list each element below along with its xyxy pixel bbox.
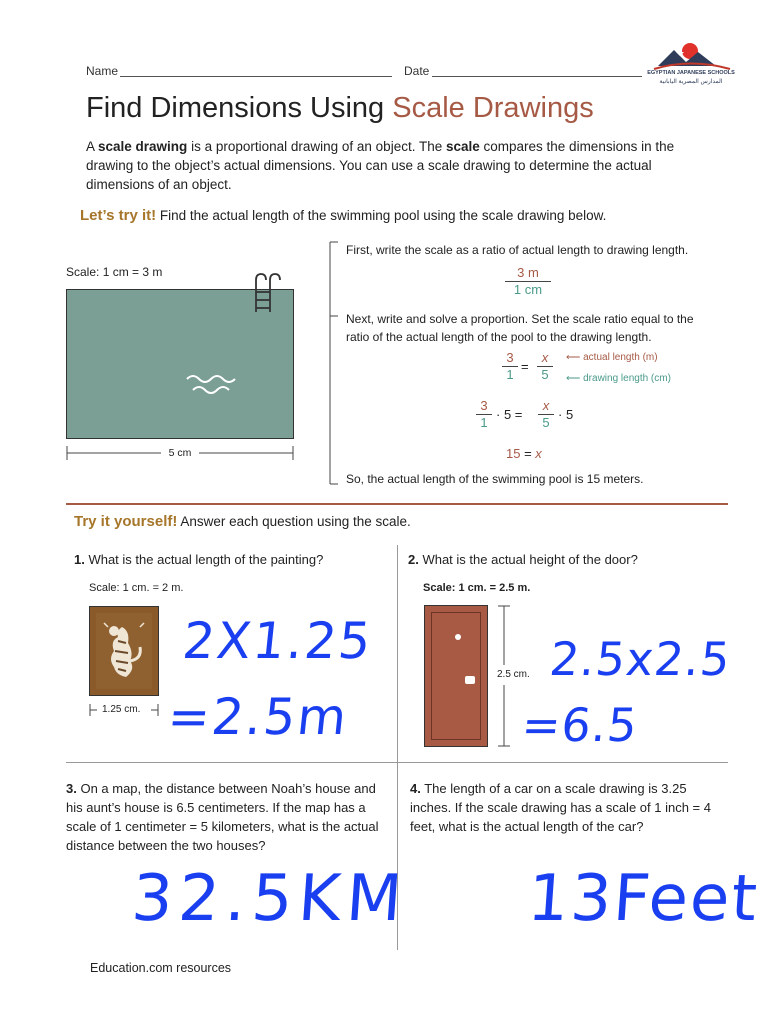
- q4-handwritten-answer: 13Feet: [525, 862, 762, 936]
- q2-handwritten-answer: =6.5: [519, 698, 641, 752]
- q2-handwritten-work: 2.5x2.5: [547, 632, 734, 686]
- name-label: Name: [86, 64, 119, 78]
- name-line[interactable]: [120, 76, 392, 77]
- q1-handwritten-work: 2X1.25: [179, 612, 376, 670]
- q3-handwritten-answer: 32.5KM: [129, 862, 411, 936]
- conclusion-text: So, the actual length of the swimming pool is 15 meters.: [346, 472, 644, 486]
- proportion-equals: =: [521, 359, 529, 374]
- question-3-text: 3. On a map, the distance between Noah’s house and his aunt’s house is 6.5 centimeters. If the map has a scale of 1 centimeter = 5 kilometers, what is the actual distance between the two houses?: [66, 781, 379, 853]
- multiply-right-op: · 5: [558, 407, 574, 422]
- door-handle-icon: [465, 676, 475, 684]
- painting-frame: [89, 606, 159, 696]
- multiply-right-fraction: $\frac{x}{5}$: [538, 398, 554, 431]
- tiger-painting-icon: [100, 617, 148, 685]
- multiply-left-fraction: $\frac{3}{1}$: [476, 398, 492, 431]
- question-4-text: 4. The length of a car on a scale drawing is 3.25 inches. If the scale drawing has a scale of 1 inch = 4 feet, what is the actual length of the car?: [410, 781, 711, 834]
- footer-credit: Education.com resources: [90, 961, 232, 975]
- school-logo: [646, 38, 736, 90]
- intro-paragraph: A scale drawing is a proportional drawing of an object. The scale compares the dimensions in the drawing to the object’s actual dimensions. You can use a scale drawing to determine the actual dimensions of an object.: [86, 139, 675, 192]
- logo-mark-icon: [646, 38, 736, 72]
- date-label: Date: [404, 64, 430, 78]
- lets-try-heading: Let’s try it! Find the actual length of the swimming pool using the scale drawing below.: [80, 207, 607, 224]
- question-2-scale: Scale: 1 cm. = 2.5 m.: [423, 582, 531, 594]
- proportion-result: 15 = x: [506, 446, 542, 461]
- drawing-length-arrow: ⟵ drawing length (cm): [566, 373, 671, 384]
- page-title: [86, 92, 594, 125]
- painting-dimension-label: 1.25 cm.: [102, 704, 141, 715]
- proportion-left: $\frac{3}{1}$: [502, 350, 518, 383]
- question-2-text: 2. What is the actual height of the door?: [408, 552, 638, 567]
- question-1-scale: Scale: 1 cm. = 2 m.: [89, 582, 184, 594]
- ladder-icon: [248, 272, 292, 312]
- logo-text-ar: المدارس المصرية اليابانية: [659, 79, 723, 85]
- pool-scale: Scale: 1 cm = 3 m: [66, 265, 163, 279]
- water-waves-icon: [183, 373, 243, 399]
- door-peephole-icon: [455, 634, 461, 640]
- steps-bracket: [326, 240, 340, 486]
- pool-dimension-label: 5 cm: [168, 447, 192, 459]
- step-1-text: First, write the scale as a ratio of actual length to drawing length.: [346, 243, 689, 257]
- grid-horizontal-line: [66, 762, 728, 763]
- door-dimension-label: 2.5 cm.: [497, 669, 530, 680]
- section-divider: [66, 503, 728, 505]
- scale-ratio: $\frac{3 m}{1 cm}$: [505, 265, 551, 298]
- question-1-text: 1. What is the actual length of the painting?: [74, 552, 324, 567]
- step-2-text: Next, write and solve a proportion. Set the scale ratio equal to the ratio of the actual length of the pool to the drawing length.: [346, 312, 694, 344]
- q1-handwritten-answer: =2.5m: [164, 688, 352, 746]
- title-part-2: Scale Drawings: [392, 92, 594, 124]
- logo-text-en: EGYPTIAN JAPANESE SCHOOLS: [647, 70, 735, 76]
- multiply-left-op: · 5 =: [496, 407, 523, 422]
- date-line[interactable]: [432, 76, 642, 77]
- actual-length-arrow: ⟵ actual length (m): [566, 352, 658, 363]
- door-drawing: [424, 605, 488, 747]
- proportion-right: $\frac{x}{5}$: [537, 350, 553, 383]
- try-yourself-heading: Try it yourself! Answer each question using the scale.: [74, 513, 411, 530]
- title-part-1: Find Dimensions Using: [86, 92, 393, 124]
